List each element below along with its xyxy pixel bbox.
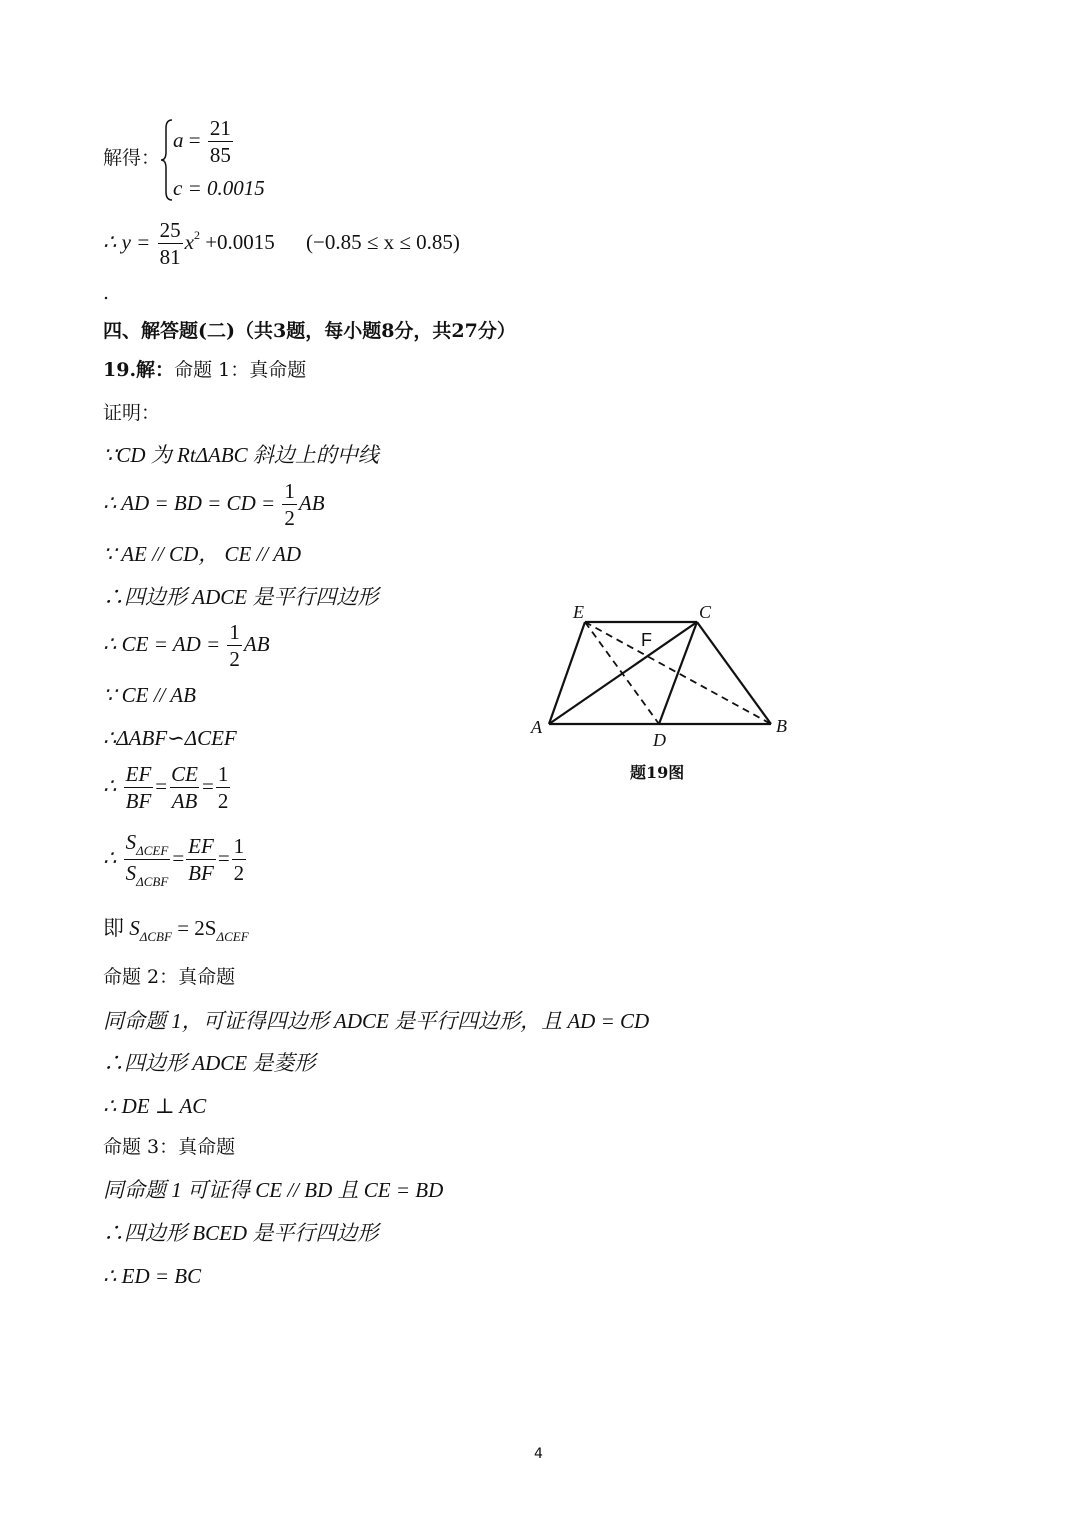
- proof-line-2: [103, 481, 325, 529]
- equation-a: a = $\frac{21}{85}$: [173, 116, 231, 167]
- line-prefix: ∴: [103, 773, 117, 798]
- fraction-ce-ab: [169, 764, 200, 812]
- q19-number: 19.解：: [103, 359, 175, 381]
- prop2-line-1: 同命题 1，可证得四边形 ADCE 是平行四边形，且 AD = CD: [103, 1009, 650, 1033]
- segment-ae: [549, 622, 585, 724]
- fraction-den: AB: [171, 789, 198, 813]
- point-label-c: C: [699, 602, 712, 622]
- proof-line-10: [103, 918, 249, 943]
- fraction-num: 21: [209, 116, 231, 140]
- fraction-num: 1: [233, 834, 245, 858]
- area-subscript: ΔCEF: [216, 929, 249, 944]
- fraction-den: 2: [284, 506, 295, 530]
- proof-line-6: ∵ CE // AB: [103, 683, 196, 707]
- result-exponent: 2: [193, 227, 200, 242]
- area-subscript: ΔCBF: [136, 874, 169, 889]
- prop2-line-3: ∴ DE ⊥ AC: [103, 1094, 207, 1118]
- area-symbol: S: [125, 830, 137, 854]
- area-symbol: S: [129, 916, 140, 940]
- proof-line-3: ∵ AE // CD， CE // AD: [103, 542, 302, 566]
- point-label-f: F: [641, 630, 652, 650]
- proof-line-5: [103, 622, 270, 670]
- fraction-num: 1: [229, 620, 240, 644]
- point-label-a: A: [531, 717, 542, 737]
- fraction-num: 1: [217, 762, 229, 786]
- fraction-den: 81: [159, 245, 181, 269]
- prop3-line-2: ∴四边形 BCED 是平行四边形: [103, 1221, 379, 1245]
- page-number: 4: [534, 1446, 543, 1462]
- fraction-num: EF: [125, 762, 152, 786]
- proof-line-8: ∴ $\frac{EF}{BF}$ = $\frac{CE}{AB}$ = $\frac{1}{2}$: [103, 762, 229, 813]
- result-fraction: [158, 220, 183, 268]
- proof-line-1: ∵CD 为 RtΔABC 斜边上的中线: [103, 443, 379, 467]
- point-label-b: B: [776, 716, 787, 736]
- fraction-num: CE: [171, 762, 198, 786]
- fraction-half: [227, 622, 242, 670]
- fraction-den: 2: [217, 789, 229, 813]
- q19-proposition-1: 命题 1：真命题: [174, 359, 307, 381]
- equation-c: c = 0.0015: [173, 176, 265, 200]
- fraction-num: [124, 832, 171, 859]
- fraction-den: 2: [229, 647, 240, 671]
- fraction-half: [216, 764, 231, 812]
- fraction-ef-bf: [186, 836, 216, 884]
- proof-line-4: ∴四边形 ADCE 是平行四边形: [103, 585, 379, 609]
- q19-proposition-2: 命题 2：真命题: [103, 966, 236, 988]
- fraction-den: BF: [125, 789, 152, 813]
- result-constant: +0.0015: [205, 229, 275, 254]
- fraction-den: 2: [233, 861, 245, 885]
- prop3-line-3: ∴ ED = BC: [103, 1264, 202, 1288]
- area-equality: = 2S: [177, 916, 217, 940]
- segment-cd: [659, 622, 697, 724]
- fraction-num: EF: [188, 834, 214, 858]
- result-prefix: ∴ y =: [103, 229, 151, 254]
- q19-heading: [103, 361, 306, 380]
- geometry-figure: [525, 600, 805, 760]
- fraction-half: [282, 481, 297, 529]
- prop3-line-1: 同命题 1 可证得 CE // BD 且 CE = BD: [103, 1178, 444, 1202]
- point-label-d: D: [653, 730, 666, 750]
- proof-line-7: ∴ΔABF∽ΔCEF: [103, 726, 237, 750]
- fraction-den: [124, 859, 171, 888]
- section-title: 四、解答题(二)（共3题，每小题8分，共27分）: [103, 320, 516, 342]
- line-prefix: ∴ CE = AD =: [103, 631, 221, 656]
- area-subscript: ΔCBF: [139, 929, 172, 944]
- fraction-num: 1: [284, 479, 295, 503]
- system-label: 解得：: [103, 147, 161, 169]
- fraction-num: 25: [159, 218, 181, 242]
- result-var: x: [184, 229, 194, 254]
- fraction-a: [208, 118, 233, 166]
- proof-line-9: ∴ $\frac{S_{\Delta CEF}}{S_{\Delta CBF}}$ = $\frac{EF}{BF}$ = $\frac{1}{2}$: [103, 830, 245, 889]
- line-prefix: ∴: [103, 845, 117, 870]
- fraction-den: 85: [209, 143, 231, 167]
- fraction-den: BF: [188, 861, 214, 885]
- segment-cb: [697, 622, 771, 724]
- line-suffix: AB: [298, 490, 325, 515]
- fraction-ef-bf: [124, 764, 154, 812]
- area-symbol: S: [125, 861, 137, 885]
- line-suffix: AB: [243, 631, 270, 656]
- result-equation: [103, 220, 460, 268]
- prop2-line-2: ∴四边形 ADCE 是菱形: [103, 1051, 316, 1075]
- equation-system: [160, 118, 280, 202]
- line-prefix: 即: [103, 916, 124, 940]
- proof-label: 证明：: [103, 402, 161, 424]
- figure-caption: 题19图: [630, 763, 685, 782]
- result-range: (−0.85 ≤ x ≤ 0.85): [306, 229, 460, 254]
- var-a: a: [173, 127, 184, 152]
- q19-proposition-3: 命题 3：真命题: [103, 1136, 236, 1158]
- left-brace-icon: [160, 118, 174, 202]
- fraction-area-ratio: [124, 832, 171, 888]
- line-prefix: ∴ AD = BD = CD =: [103, 490, 276, 515]
- point-label-e: E: [573, 602, 584, 622]
- fraction-half: [232, 836, 247, 884]
- stray-dot: .: [103, 282, 110, 304]
- area-subscript: ΔCEF: [136, 843, 169, 858]
